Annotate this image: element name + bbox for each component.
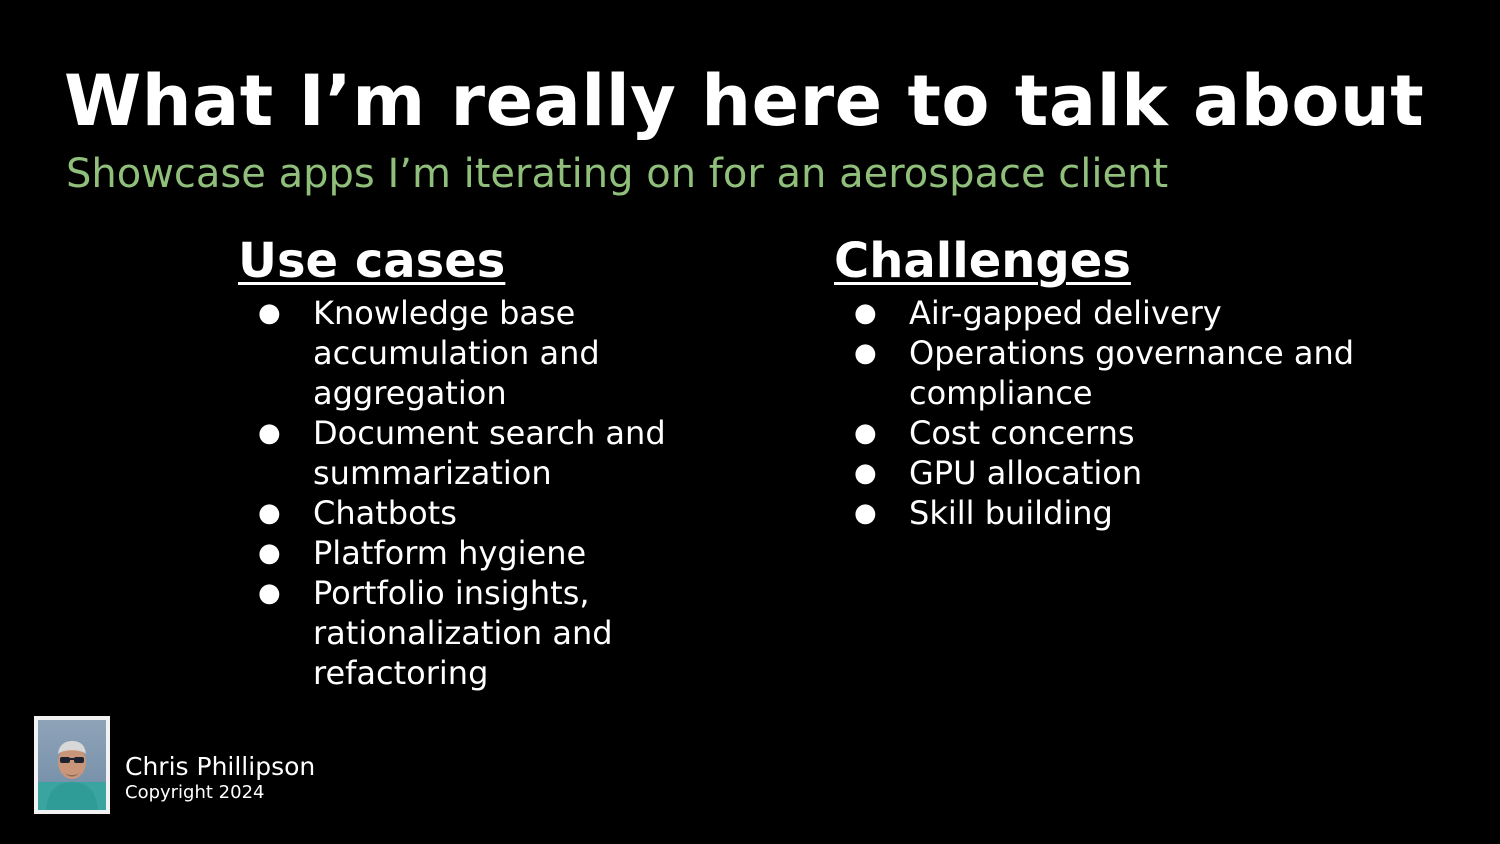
list-item (834, 293, 1394, 333)
bullet-icon: ● (258, 578, 281, 608)
avatar-photo (38, 720, 106, 810)
avatar (34, 716, 110, 814)
challenges-heading: Challenges (834, 233, 1131, 289)
list-item-text: Document search and summarization (313, 414, 666, 492)
list-item (834, 453, 1394, 493)
list-item-text: Platform hygiene (313, 534, 587, 572)
list-item (238, 413, 758, 493)
use-cases-list (238, 293, 758, 693)
list-item-text: Cost concerns (909, 414, 1135, 452)
list-item (238, 493, 758, 533)
bullet-icon: ● (854, 498, 877, 528)
list-item-text: Chatbots (313, 494, 457, 532)
list-item (834, 333, 1394, 413)
bullet-icon: ● (258, 498, 281, 528)
challenges-list (834, 293, 1394, 533)
list-item (238, 293, 758, 413)
list-item-text: Operations governance and compliance (909, 334, 1355, 412)
bullet-icon: ● (854, 338, 877, 368)
use-cases-column (238, 232, 758, 693)
list-item (834, 413, 1394, 453)
bullet-icon: ● (854, 458, 877, 488)
list-item-text: GPU allocation (909, 454, 1143, 492)
list-item-text: Portfolio insights, rationalization and refactoring (313, 574, 613, 692)
list-item-text: Knowledge base accumulation and aggregation (313, 294, 600, 412)
author-name: Chris Phillipson (125, 752, 316, 781)
bullet-icon: ● (854, 418, 877, 448)
copyright-text: Copyright 2024 (125, 782, 265, 803)
challenges-column (834, 232, 1394, 533)
use-cases-heading: Use cases (238, 233, 506, 289)
slide-title: What I’m really here to talk about (64, 60, 1425, 142)
list-item (238, 573, 758, 693)
bullet-icon: ● (258, 418, 281, 448)
list-item-text: Air-gapped delivery (909, 294, 1222, 332)
list-item (834, 493, 1394, 533)
bullet-icon: ● (258, 298, 281, 328)
list-item (238, 533, 758, 573)
bullet-icon: ● (258, 538, 281, 568)
slide-subtitle: Showcase apps I’m iterating on for an aerospace client (66, 151, 1169, 197)
bullet-icon: ● (854, 298, 877, 328)
list-item-text: Skill building (909, 494, 1113, 532)
